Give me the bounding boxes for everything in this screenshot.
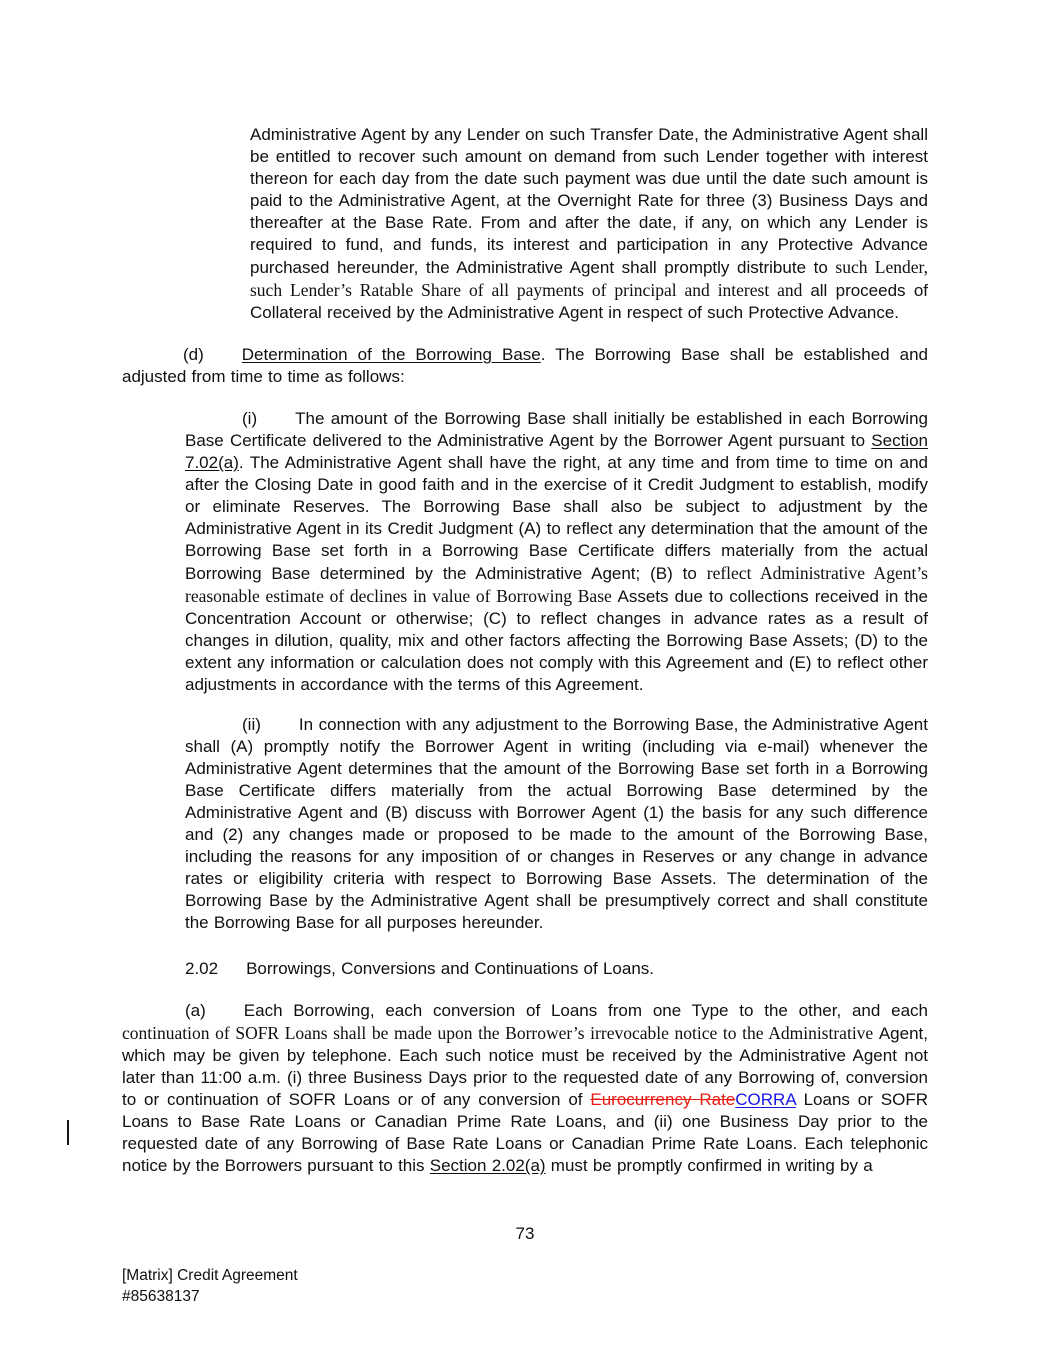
underlined-clause-title: Determination of the Borrowing Base — [241, 345, 541, 364]
text-run: . The Borrowing Base shall be established and adjusted from time to time as follows: — [122, 345, 929, 386]
redline-deleted-text: Eurocurrency Rate — [590, 1090, 736, 1109]
text-run: Each Borrowing, each conversion of Loans from one Type to the other, and each — [243, 1001, 928, 1020]
serif-text-run: reflect Administrative Agent’s reasonable estimate of declines in value of Borrowing Base — [185, 563, 928, 606]
text-run: Agent, which may be given by telephone. Each such notice must be received by the Administrative Agent not later than 11:00 a.m. (i) three Business Days prior to the requested date of any Borrowing of, conversion to or continuation of SOFR Loans or of any conversion of — [122, 1024, 928, 1109]
text-run: must be promptly confirmed in writing by a — [545, 1156, 873, 1175]
revision-change-bar — [67, 1120, 69, 1145]
text-run: Administrative Agent by any Lender on such Transfer Date, the Administrative Agent shall be entitled to recover such amount on demand from such Lender together with interest thereon for each day from the date such payment was due until the date such amount is paid to the Administrative Agent, at the Overnight Rate for three (3) Business Days and thereafter at the Base Rate. From and after the date, if any, on which any Lender is required to fund, and funds, its interest and participation in any Protective Advance purchased hereunder, the Administrative Agent shall promptly distribute to — [250, 125, 928, 277]
serif-text-run: continuation of SOFR Loans shall be made upon the Borrower’s irrevocable notice to the Administrative — [122, 1023, 879, 1043]
footer-document-title: [Matrix] Credit Agreement — [122, 1267, 298, 1284]
underlined-section-ref: Section 7.02(a) — [185, 431, 928, 472]
clause-letter: (a) — [185, 1001, 206, 1020]
paragraph-2-02-a-borrowing-notice — [122, 1000, 928, 1177]
serif-text-run: such Lender, such Lender’s Ratable Share of all payments of principal and interest and — [250, 257, 928, 300]
page-number: 73 — [515, 1224, 535, 1243]
document-body — [122, 124, 928, 1177]
text-run: Assets due to collections received in the Concentration Account or otherwise; (C) to reflect changes in advance rates as a result of changes in dilution, quality, mix and other factors affecting the Borrowing Base Assets; (D) to the extent any information or calculation does not comply with this Agreement and (E) to reflect other adjustments in accordance with the terms of this Agreement. — [185, 587, 929, 694]
paragraph-protective-advance — [250, 124, 928, 324]
paragraph-d-determination-of-borrowing-base — [122, 344, 928, 388]
clause-number: (ii) — [242, 715, 261, 734]
redline-inserted-text: CORRA — [735, 1090, 796, 1109]
document-footer — [122, 1265, 298, 1307]
underlined-section-ref: Section 2.02(a) — [429, 1156, 546, 1175]
text-run: In connection with any adjustment to the Borrowing Base, the Administrative Agent shall (A) promptly notify the Borrower Agent in writing (including via e-mail) whenever the Administrative Agent determines that the amount of the Borrowing Base set forth in a Borrowing Base Certificate differs materially from the actual Borrowing Base determined by the Administrative Agent and (B) discuss with Borrower Agent (1) the basis for any such difference and (2) any changes made or proposed to be made to the amount of the Borrowing Base, including the reasons for any imposition of or changes in Reserves or any change in advance rates or eligibility criteria with respect to Borrowing Base Assets. The determination of the Borrowing Base by the Administrative Agent shall be presumptively correct and shall constitute the Borrowing Base for all purposes hereunder. — [185, 715, 928, 932]
clause-number: (i) — [242, 409, 258, 428]
text-run: Loans or SOFR Loans to Base Rate Loans or Canadian Prime Rate Loans, and (ii) one Business Day prior to the requested date of any Borrowing of Base Rate Loans or Canadian Prime Rate Loans. Each telephonic notice by the Borrowers pursuant to this — [122, 1090, 929, 1175]
text-run: . The Administrative Agent shall have the right, at any time and from time to time on and after the Closing Date in good faith and in the exercise of it Credit Judgment to establish, modify or eliminate Reserves. The Borrowing Base shall also be subject to adjustment by the Administrative Agent in its Credit Judgment (A) to reflect any determination that the amount of the Borrowing Base set forth in a Borrowing Base Certificate differs materially from the actual Borrowing Base determined by the Administrative Agent; (B) to — [185, 453, 928, 583]
section-number: 2.02 — [185, 959, 219, 978]
paragraph-d-i-borrowing-base-amount — [185, 408, 928, 696]
text-run: all proceeds of Collateral received by the Administrative Agent in respect of such Protective Advance. — [250, 281, 928, 322]
heading-section-2-02 — [185, 958, 928, 980]
paragraph-d-ii-adjustment-notification — [185, 714, 928, 934]
footer-document-id: #85638137 — [122, 1288, 200, 1305]
text-run: The amount of the Borrowing Base shall initially be established in each Borrowing Base Certificate delivered to the Administrative Agent by the Borrower Agent pursuant to — [185, 409, 928, 450]
clause-letter: (d) — [183, 345, 204, 364]
section-title: Borrowings, Conversions and Continuations of Loans. — [246, 959, 654, 978]
